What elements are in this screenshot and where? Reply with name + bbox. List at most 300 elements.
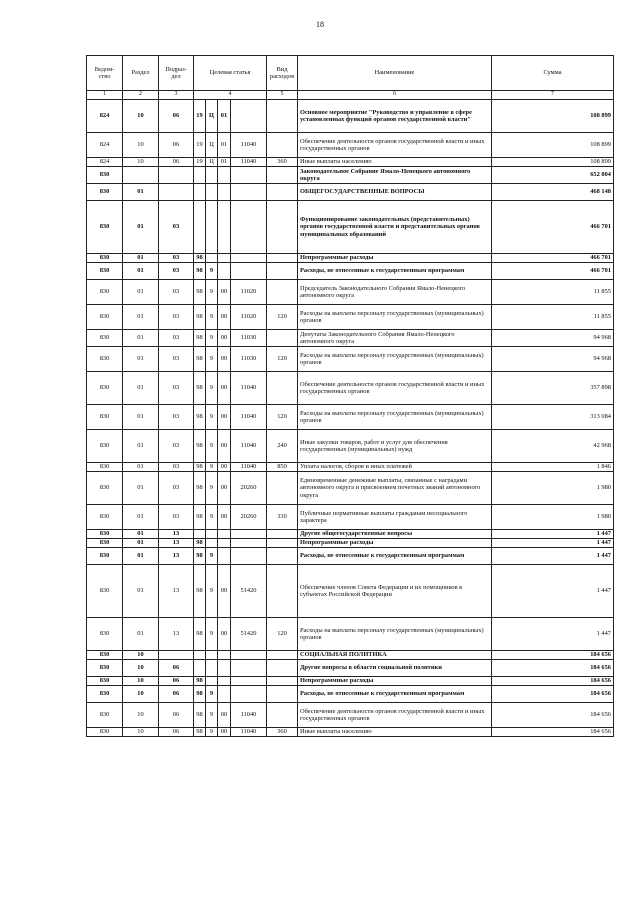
- target-article-part1-cell: 98: [194, 472, 206, 505]
- target-article-part3-cell: [218, 686, 231, 703]
- target-article-part2-cell: Ц: [206, 133, 218, 158]
- podrazdel-cell: 03: [159, 254, 194, 263]
- sum-cell: 468 148: [492, 184, 614, 201]
- target-article-code-cell: [231, 530, 267, 539]
- target-article-code-cell: [231, 201, 267, 254]
- target-article-part3-cell: 01: [218, 158, 231, 167]
- podrazdel-cell: 03: [159, 263, 194, 280]
- razdel-cell: 01: [123, 184, 159, 201]
- vedomstvo-cell: 830: [87, 728, 123, 737]
- podrazdel-cell: 06: [159, 703, 194, 728]
- target-article-part3-cell: 01: [218, 100, 231, 133]
- razdel-cell: 01: [123, 539, 159, 548]
- vedomstvo-cell: 830: [87, 677, 123, 686]
- name-cell: Председатель Законодательного Собрания Ямало-Ненецкого автономного округа: [298, 280, 492, 305]
- target-article-code-cell: [231, 263, 267, 280]
- table-row: [87, 430, 614, 463]
- target-article-code-cell: [231, 167, 267, 184]
- target-article-code-cell: [231, 660, 267, 677]
- vedomstvo-cell: 830: [87, 505, 123, 530]
- vedomstvo-cell: 830: [87, 618, 123, 651]
- target-article-part3-cell: 00: [218, 405, 231, 430]
- table-body: [87, 100, 614, 737]
- name-cell: Уплата налогов, сборов и иных платежей: [298, 463, 492, 472]
- expense-type-cell: [267, 539, 298, 548]
- table-row: [87, 686, 614, 703]
- table-row: [87, 565, 614, 618]
- target-article-part1-cell: 19: [194, 133, 206, 158]
- vedomstvo-cell: 830: [87, 651, 123, 660]
- name-cell: Расходы на выплаты персоналу государственных (муниципальных) органов: [298, 405, 492, 430]
- target-article-code-cell: 11040: [231, 430, 267, 463]
- razdel-cell: 10: [123, 677, 159, 686]
- target-article-part1-cell: 98: [194, 372, 206, 405]
- vedomstvo-cell: 830: [87, 539, 123, 548]
- razdel-cell: [123, 167, 159, 184]
- name-cell: Расходы на выплаты персоналу государственных (муниципальных) органов: [298, 618, 492, 651]
- target-article-code-cell: [231, 651, 267, 660]
- sum-cell: 184 656: [492, 677, 614, 686]
- expense-type-cell: [267, 133, 298, 158]
- target-article-code-cell: [231, 677, 267, 686]
- column-number: 1: [87, 91, 123, 100]
- target-article-code-cell: 51420: [231, 618, 267, 651]
- target-article-code-cell: 11040: [231, 463, 267, 472]
- target-article-part2-cell: [206, 167, 218, 184]
- target-article-part3-cell: [218, 167, 231, 184]
- sum-cell: 652 804: [492, 167, 614, 184]
- sum-cell: 1 980: [492, 472, 614, 505]
- name-cell: Непрограммные расходы: [298, 539, 492, 548]
- podrazdel-cell: 13: [159, 530, 194, 539]
- razdel-cell: 10: [123, 133, 159, 158]
- sum-cell: 466 701: [492, 263, 614, 280]
- sum-cell: 466 701: [492, 201, 614, 254]
- expense-type-cell: 120: [267, 618, 298, 651]
- podrazdel-cell: [159, 167, 194, 184]
- target-article-part2-cell: 9: [206, 505, 218, 530]
- target-article-code-cell: 20260: [231, 472, 267, 505]
- table-row: [87, 254, 614, 263]
- name-cell: Законодательное Собрание Ямало-Ненецкого автономного округа: [298, 167, 492, 184]
- target-article-part2-cell: 9: [206, 405, 218, 430]
- razdel-cell: 01: [123, 280, 159, 305]
- target-article-part2-cell: 9: [206, 703, 218, 728]
- target-article-part3-cell: 00: [218, 430, 231, 463]
- expense-type-cell: [267, 548, 298, 565]
- target-article-part2-cell: Ц: [206, 100, 218, 133]
- podrazdel-cell: 03: [159, 463, 194, 472]
- table-row: [87, 539, 614, 548]
- target-article-part3-cell: 00: [218, 280, 231, 305]
- razdel-cell: 01: [123, 548, 159, 565]
- razdel-cell: 01: [123, 201, 159, 254]
- vedomstvo-cell: 830: [87, 703, 123, 728]
- name-cell: СОЦИАЛЬНАЯ ПОЛИТИКА: [298, 651, 492, 660]
- target-article-part1-cell: 98: [194, 548, 206, 565]
- vedomstvo-cell: 830: [87, 472, 123, 505]
- vedomstvo-cell: 830: [87, 565, 123, 618]
- table-row: [87, 133, 614, 158]
- target-article-part1-cell: 98: [194, 330, 206, 347]
- target-article-part3-cell: 00: [218, 347, 231, 372]
- razdel-cell: 10: [123, 660, 159, 677]
- target-article-part2-cell: 9: [206, 565, 218, 618]
- target-article-part2-cell: Ц: [206, 158, 218, 167]
- podrazdel-cell: 13: [159, 548, 194, 565]
- razdel-cell: 10: [123, 703, 159, 728]
- razdel-cell: 01: [123, 372, 159, 405]
- table-row: [87, 263, 614, 280]
- vedomstvo-cell: 830: [87, 686, 123, 703]
- target-article-part2-cell: [206, 184, 218, 201]
- sum-cell: 1 447: [492, 539, 614, 548]
- target-article-part3-cell: [218, 254, 231, 263]
- target-article-part1-cell: 98: [194, 505, 206, 530]
- target-article-part1-cell: [194, 201, 206, 254]
- target-article-part1-cell: 98: [194, 280, 206, 305]
- name-cell: Обеспечение членов Совета Федерации и их помощников в субъектах Российской Федерации: [298, 565, 492, 618]
- podrazdel-cell: 06: [159, 100, 194, 133]
- target-article-code-cell: 11030: [231, 347, 267, 372]
- target-article-part3-cell: 01: [218, 133, 231, 158]
- name-cell: ОБЩЕГОСУДАРСТВЕННЫЕ ВОПРОСЫ: [298, 184, 492, 201]
- table-row: [87, 660, 614, 677]
- header-name: Наименование: [298, 56, 492, 91]
- target-article-code-cell: 11040: [231, 158, 267, 167]
- column-number: 7: [492, 91, 614, 100]
- target-article-part3-cell: [218, 677, 231, 686]
- expense-type-cell: [267, 530, 298, 539]
- table-row: [87, 703, 614, 728]
- column-number: 3: [159, 91, 194, 100]
- header-sum: Сумма: [492, 56, 614, 91]
- razdel-cell: 01: [123, 330, 159, 347]
- razdel-cell: 01: [123, 472, 159, 505]
- target-article-part2-cell: [206, 530, 218, 539]
- podrazdel-cell: 06: [159, 133, 194, 158]
- vedomstvo-cell: 830: [87, 184, 123, 201]
- sum-cell: 357 898: [492, 372, 614, 405]
- target-article-code-cell: 11020: [231, 305, 267, 330]
- expense-type-cell: [267, 651, 298, 660]
- name-cell: Расходы, не отнесенные к государственным программам: [298, 263, 492, 280]
- target-article-part3-cell: 00: [218, 305, 231, 330]
- razdel-cell: 01: [123, 430, 159, 463]
- vedomstvo-cell: 830: [87, 330, 123, 347]
- column-number: 5: [267, 91, 298, 100]
- razdel-cell: 10: [123, 100, 159, 133]
- sum-cell: 1 447: [492, 618, 614, 651]
- target-article-code-cell: 11040: [231, 728, 267, 737]
- target-article-part1-cell: 98: [194, 728, 206, 737]
- target-article-part2-cell: 9: [206, 472, 218, 505]
- expense-type-cell: [267, 184, 298, 201]
- razdel-cell: 01: [123, 530, 159, 539]
- target-article-code-cell: [231, 548, 267, 565]
- razdel-cell: 01: [123, 505, 159, 530]
- name-cell: Расходы на выплаты персоналу государственных (муниципальных) органов: [298, 305, 492, 330]
- sum-cell: 1 447: [492, 530, 614, 539]
- target-article-code-cell: [231, 100, 267, 133]
- target-article-part2-cell: 9: [206, 372, 218, 405]
- target-article-code-cell: [231, 539, 267, 548]
- table-row: [87, 305, 614, 330]
- target-article-part3-cell: [218, 548, 231, 565]
- name-cell: Иные выплаты населению: [298, 728, 492, 737]
- razdel-cell: 01: [123, 405, 159, 430]
- target-article-part1-cell: [194, 651, 206, 660]
- expense-type-cell: [267, 660, 298, 677]
- target-article-part1-cell: 98: [194, 254, 206, 263]
- table-row: [87, 530, 614, 539]
- table-row: [87, 677, 614, 686]
- podrazdel-cell: 03: [159, 505, 194, 530]
- target-article-part2-cell: [206, 254, 218, 263]
- podrazdel-cell: 03: [159, 405, 194, 430]
- target-article-part1-cell: [194, 167, 206, 184]
- budget-table: [86, 55, 614, 737]
- target-article-part1-cell: 98: [194, 263, 206, 280]
- target-article-code-cell: 11040: [231, 133, 267, 158]
- sum-cell: 1 846: [492, 463, 614, 472]
- name-cell: Единовременные денежные выплаты, связанные с наградами автономного округа и присвоением почетных званий автономного округа: [298, 472, 492, 505]
- vedomstvo-cell: 824: [87, 133, 123, 158]
- razdel-cell: 10: [123, 651, 159, 660]
- expense-type-cell: [267, 201, 298, 254]
- expense-type-cell: 360: [267, 728, 298, 737]
- podrazdel-cell: 13: [159, 565, 194, 618]
- expense-type-cell: 330: [267, 505, 298, 530]
- target-article-code-cell: 11030: [231, 330, 267, 347]
- razdel-cell: 10: [123, 158, 159, 167]
- column-number: 6: [298, 91, 492, 100]
- target-article-part2-cell: 9: [206, 618, 218, 651]
- podrazdel-cell: 06: [159, 728, 194, 737]
- podrazdel-cell: 06: [159, 677, 194, 686]
- vedomstvo-cell: 830: [87, 660, 123, 677]
- header-vedomstvo: Ведом-ство: [87, 56, 123, 91]
- expense-type-cell: [267, 677, 298, 686]
- table-row: [87, 372, 614, 405]
- podrazdel-cell: 03: [159, 347, 194, 372]
- sum-cell: 313 084: [492, 405, 614, 430]
- expense-type-cell: [267, 472, 298, 505]
- expense-type-cell: [267, 372, 298, 405]
- target-article-part2-cell: 9: [206, 463, 218, 472]
- vedomstvo-cell: 830: [87, 167, 123, 184]
- razdel-cell: 01: [123, 463, 159, 472]
- vedomstvo-cell: 824: [87, 158, 123, 167]
- vedomstvo-cell: 830: [87, 530, 123, 539]
- page-number: 18: [316, 20, 324, 29]
- sum-cell: 184 656: [492, 703, 614, 728]
- target-article-part2-cell: 9: [206, 347, 218, 372]
- expense-type-cell: [267, 330, 298, 347]
- target-article-code-cell: 11040: [231, 372, 267, 405]
- column-number-row: [87, 91, 614, 100]
- expense-type-cell: 360: [267, 158, 298, 167]
- target-article-part3-cell: [218, 263, 231, 280]
- sum-cell: 1 447: [492, 548, 614, 565]
- podrazdel-cell: 06: [159, 158, 194, 167]
- target-article-part2-cell: 9: [206, 330, 218, 347]
- vedomstvo-cell: 830: [87, 548, 123, 565]
- target-article-part2-cell: 9: [206, 548, 218, 565]
- sum-cell: 184 656: [492, 651, 614, 660]
- table-row: [87, 505, 614, 530]
- table-row: [87, 167, 614, 184]
- target-article-part1-cell: 98: [194, 618, 206, 651]
- header-row: [87, 56, 614, 91]
- target-article-part3-cell: 00: [218, 728, 231, 737]
- expense-type-cell: [267, 263, 298, 280]
- podrazdel-cell: 03: [159, 330, 194, 347]
- name-cell: Другие общегосударственные вопросы: [298, 530, 492, 539]
- target-article-part3-cell: 00: [218, 505, 231, 530]
- podrazdel-cell: [159, 184, 194, 201]
- target-article-part1-cell: 98: [194, 430, 206, 463]
- podrazdel-cell: 03: [159, 372, 194, 405]
- podrazdel-cell: 03: [159, 472, 194, 505]
- razdel-cell: 01: [123, 618, 159, 651]
- expense-type-cell: [267, 280, 298, 305]
- expense-type-cell: 850: [267, 463, 298, 472]
- sum-cell: 94 968: [492, 330, 614, 347]
- target-article-code-cell: 11020: [231, 280, 267, 305]
- target-article-code-cell: 11040: [231, 405, 267, 430]
- header-podrazdel: Подраз-дел: [159, 56, 194, 91]
- vedomstvo-cell: 830: [87, 463, 123, 472]
- target-article-part2-cell: 9: [206, 728, 218, 737]
- vedomstvo-cell: 830: [87, 372, 123, 405]
- table-row: [87, 618, 614, 651]
- sum-cell: 184 656: [492, 728, 614, 737]
- name-cell: Функционирование законодательных (представительных) органов государственной власти и представительных органов муниципальных образований: [298, 201, 492, 254]
- target-article-code-cell: [231, 184, 267, 201]
- target-article-part1-cell: 98: [194, 539, 206, 548]
- name-cell: Расходы на выплаты персоналу государственных (муниципальных) органов: [298, 347, 492, 372]
- sum-cell: 11 855: [492, 280, 614, 305]
- target-article-part3-cell: 00: [218, 618, 231, 651]
- column-number: 2: [123, 91, 159, 100]
- table-row: [87, 158, 614, 167]
- target-article-part2-cell: 9: [206, 280, 218, 305]
- target-article-code-cell: 51420: [231, 565, 267, 618]
- sum-cell: 42 968: [492, 430, 614, 463]
- razdel-cell: 01: [123, 347, 159, 372]
- table-row: [87, 330, 614, 347]
- target-article-part1-cell: 98: [194, 405, 206, 430]
- target-article-part3-cell: 00: [218, 372, 231, 405]
- expense-type-cell: 120: [267, 347, 298, 372]
- vedomstvo-cell: 830: [87, 305, 123, 330]
- table-row: [87, 728, 614, 737]
- expense-type-cell: [267, 167, 298, 184]
- target-article-part2-cell: 9: [206, 430, 218, 463]
- target-article-part3-cell: 00: [218, 330, 231, 347]
- target-article-part2-cell: 9: [206, 305, 218, 330]
- name-cell: Расходы, не отнесенные к государственным программам: [298, 686, 492, 703]
- sum-cell: 11 855: [492, 305, 614, 330]
- table-row: [87, 463, 614, 472]
- podrazdel-cell: 03: [159, 201, 194, 254]
- target-article-part3-cell: 00: [218, 565, 231, 618]
- vedomstvo-cell: 830: [87, 405, 123, 430]
- expense-type-cell: 120: [267, 305, 298, 330]
- razdel-cell: 01: [123, 305, 159, 330]
- expense-type-cell: 120: [267, 405, 298, 430]
- target-article-part3-cell: 00: [218, 463, 231, 472]
- target-article-part1-cell: 98: [194, 686, 206, 703]
- sum-cell: 184 656: [492, 686, 614, 703]
- podrazdel-cell: 13: [159, 618, 194, 651]
- sum-cell: 94 968: [492, 347, 614, 372]
- target-article-part3-cell: [218, 660, 231, 677]
- podrazdel-cell: 03: [159, 280, 194, 305]
- razdel-cell: 01: [123, 263, 159, 280]
- name-cell: Депутаты Законодательного Собрания Ямало-Ненецкого автономного округа: [298, 330, 492, 347]
- name-cell: Обеспечение деятельности органов государственной власти и иных государственных органов: [298, 703, 492, 728]
- target-article-part1-cell: 98: [194, 347, 206, 372]
- target-article-part2-cell: 9: [206, 263, 218, 280]
- podrazdel-cell: [159, 651, 194, 660]
- target-article-part3-cell: [218, 539, 231, 548]
- name-cell: Публичные нормативные выплаты гражданам несоциального характера: [298, 505, 492, 530]
- sum-cell: 466 701: [492, 254, 614, 263]
- name-cell: Иные выплаты населению: [298, 158, 492, 167]
- target-article-part3-cell: 00: [218, 703, 231, 728]
- target-article-part1-cell: 98: [194, 703, 206, 728]
- name-cell: Иные закупки товаров, работ и услуг для обеспечения государственных (муниципальных) нужд: [298, 430, 492, 463]
- table-row: [87, 651, 614, 660]
- table-row: [87, 100, 614, 133]
- name-cell: Другие вопросы в области социальной политики: [298, 660, 492, 677]
- table-row: [87, 405, 614, 430]
- vedomstvo-cell: 830: [87, 263, 123, 280]
- target-article-part3-cell: [218, 201, 231, 254]
- podrazdel-cell: 06: [159, 660, 194, 677]
- target-article-part2-cell: 9: [206, 686, 218, 703]
- target-article-part1-cell: 98: [194, 305, 206, 330]
- vedomstvo-cell: 830: [87, 430, 123, 463]
- target-article-part1-cell: 98: [194, 463, 206, 472]
- expense-type-cell: [267, 254, 298, 263]
- table-row: [87, 280, 614, 305]
- table-row: [87, 184, 614, 201]
- target-article-part1-cell: [194, 660, 206, 677]
- table-row: [87, 472, 614, 505]
- target-article-part2-cell: [206, 539, 218, 548]
- target-article-part1-cell: 19: [194, 158, 206, 167]
- target-article-part2-cell: [206, 677, 218, 686]
- expense-type-cell: [267, 100, 298, 133]
- razdel-cell: 01: [123, 565, 159, 618]
- vedomstvo-cell: 830: [87, 280, 123, 305]
- razdel-cell: 10: [123, 686, 159, 703]
- target-article-part2-cell: [206, 201, 218, 254]
- razdel-cell: 10: [123, 728, 159, 737]
- name-cell: Расходы, не отнесенные к государственным программам: [298, 548, 492, 565]
- header-target-article: Целевая статья: [194, 56, 267, 91]
- target-article-part3-cell: [218, 651, 231, 660]
- podrazdel-cell: 03: [159, 430, 194, 463]
- target-article-code-cell: 11040: [231, 703, 267, 728]
- target-article-part2-cell: [206, 651, 218, 660]
- target-article-part3-cell: 00: [218, 472, 231, 505]
- podrazdel-cell: 06: [159, 686, 194, 703]
- target-article-part1-cell: 98: [194, 565, 206, 618]
